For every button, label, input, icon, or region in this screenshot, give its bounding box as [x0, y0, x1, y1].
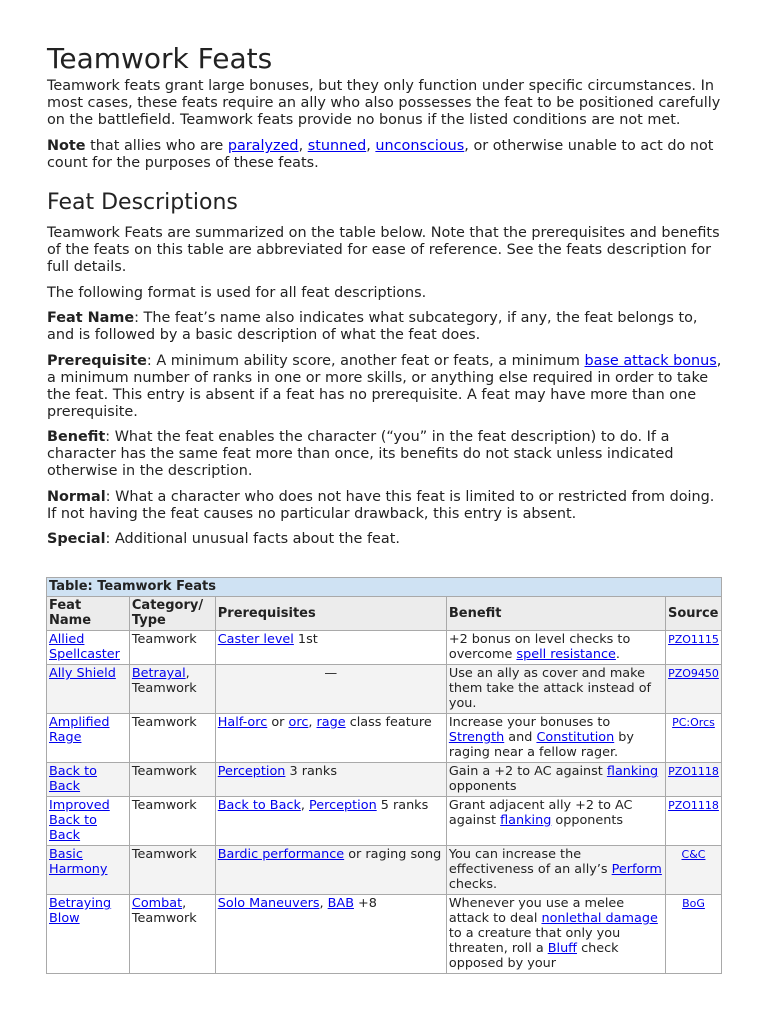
category-text: , Teamwork [131, 666, 197, 696]
base-attack-bonus-link[interactable]: base attack bonus [584, 352, 717, 369]
table-row [47, 631, 722, 665]
benefit-text: check opposed by your [448, 941, 619, 971]
benefit-cell [446, 763, 665, 797]
special-paragraph [47, 531, 723, 548]
note-text: , or otherwise unable to act do not count for the purposes of these feats. [47, 138, 714, 171]
prerequisite-link[interactable]: orc [288, 715, 309, 730]
benefit-link[interactable]: flanking [606, 764, 659, 779]
benefit-text: Increase your bonuses to [448, 715, 611, 730]
special-text: : Additional unusual facts about the feat. [105, 531, 400, 547]
benefit-text: Gain a +2 to AC against [448, 764, 607, 779]
source-cell [665, 631, 721, 665]
paralyzed-link[interactable]: paralyzed [227, 138, 299, 154]
prerequisite-link[interactable]: BAB [327, 896, 354, 911]
table-row [47, 714, 722, 763]
section-title: Feat Descriptions [47, 190, 238, 215]
benefit-link[interactable]: flanking [500, 813, 552, 828]
prerequisite-link[interactable]: Perception [217, 764, 286, 779]
benefit-link[interactable]: Perform [611, 862, 662, 877]
benefit-text: by raging near a fellow rager. [448, 730, 634, 760]
intro-paragraph: Teamwork feats grant large bonuses, but they only function under specific circumstances. In most cases, these feats require an ally who also possesses the feat to be positioned carefully on the battlefield. Teamwork feats provide no bonus if the listed conditions are not met. [47, 78, 721, 128]
benefit-text: opponents [551, 813, 624, 828]
special-label: Special [47, 531, 106, 547]
feat-name-paragraph [47, 310, 723, 344]
source-cell [665, 665, 721, 714]
teamwork-feats-table [46, 577, 722, 974]
source-link[interactable]: PZO1118 [668, 765, 719, 778]
normal-paragraph [47, 489, 723, 523]
prerequisite-link[interactable]: Bardic performance [217, 847, 345, 862]
source-cell [665, 895, 721, 974]
article [47, 40, 723, 557]
source-link[interactable]: PZO1115 [668, 633, 719, 646]
source-link[interactable]: PZO1118 [668, 799, 719, 812]
source-cell [665, 846, 721, 895]
feat-link[interactable]: Allied Spellcaster [49, 632, 120, 662]
category-cell: Teamwork [129, 846, 215, 895]
prerequisite-link[interactable]: Perception [309, 798, 377, 813]
category-cell: Teamwork [129, 714, 215, 763]
benefit-text: Grant adjacent ally +2 to AC against [448, 798, 633, 828]
category-text: , Teamwork [131, 896, 197, 926]
category-cell: Teamwork [129, 631, 215, 665]
prerequisite-link[interactable]: Solo Maneuvers [217, 896, 320, 911]
prerequisite-label: Prerequisite [47, 352, 147, 369]
prerequisite-text: , [308, 715, 317, 730]
feat-name-cell [47, 846, 130, 895]
category-cell [129, 895, 215, 974]
feat-link[interactable]: Ally Shield [49, 666, 116, 681]
column-header-prerequisites: Prerequisites [215, 597, 446, 631]
source-link[interactable]: PC:Orcs [672, 716, 715, 729]
prerequisites-cell [215, 846, 446, 895]
prerequisite-text: class feature [345, 715, 432, 730]
prerequisite-link[interactable]: rage [316, 715, 346, 730]
page-title: Teamwork Feats [47, 42, 273, 75]
feat-link[interactable]: Basic Harmony [49, 847, 108, 877]
benefit-text: checks. [448, 877, 498, 892]
prerequisite-text: 5 ranks [376, 798, 429, 813]
benefit-paragraph [47, 429, 723, 480]
prerequisites-cell [215, 797, 446, 846]
column-header-feat-name: Feat Name [47, 597, 130, 631]
benefit-cell [446, 631, 665, 665]
benefit-link[interactable]: spell resistance [516, 647, 616, 662]
source-cell [665, 763, 721, 797]
table-row [47, 846, 722, 895]
category-cell: Teamwork [129, 763, 215, 797]
note-label: Note [47, 138, 86, 154]
format-paragraph: The following format is used for all feat descriptions. [47, 284, 427, 301]
benefit-text: +2 bonus on level checks to overcome [448, 632, 631, 662]
benefit-link[interactable]: nonlethal damage [541, 911, 658, 926]
prerequisite-text: , [319, 896, 328, 911]
column-header-benefit: Benefit [446, 597, 665, 631]
prerequisites-cell [215, 714, 446, 763]
feat-name-cell [47, 763, 130, 797]
note-separator: , [298, 138, 308, 154]
feat-name-text: : The feat’s name also indicates what subcategory, if any, the feat belongs to, and is followed by a basic description of what the feat does. [47, 310, 698, 343]
column-header-source: Source [665, 597, 721, 631]
benefit-text: You can increase the effectiveness of an ally’s [448, 847, 612, 877]
prerequisite-text: : A minimum ability score, another feat or feats, a minimum [146, 352, 585, 369]
benefit-cell [446, 797, 665, 846]
prerequisite-link[interactable]: Back to Back [217, 798, 301, 813]
normal-text: : What a character who does not have this feat is limited to or restricted from doing. If not having the feat causes no particular drawback, this entry is absent. [47, 488, 715, 522]
prerequisite-link[interactable]: Half-orc [217, 715, 268, 730]
category-cell [129, 665, 215, 714]
prerequisites-cell [215, 895, 446, 974]
feat-name-label: Feat Name [47, 310, 135, 326]
prerequisites-cell [215, 631, 446, 665]
prerequisites-cell [215, 763, 446, 797]
note-paragraph [47, 138, 723, 172]
prerequisite-text: or [267, 715, 289, 730]
category-link[interactable]: Combat [131, 896, 183, 911]
prerequisite-text: or raging song [344, 847, 442, 862]
benefit-text: and [504, 730, 537, 745]
benefit-text: opponents [448, 779, 517, 794]
benefit-cell: Use an ally as cover and make them take the attack instead of you. [446, 665, 665, 714]
table-row [47, 797, 722, 846]
feat-link[interactable]: Improved Back to Back [49, 798, 110, 843]
benefit-text: to a creature that only you threaten, roll a [448, 926, 621, 956]
stunned-link[interactable]: stunned [307, 138, 367, 154]
benefit-text: Whenever you use a melee attack to deal [448, 896, 625, 926]
benefit-cell [446, 714, 665, 763]
source-cell [665, 797, 721, 846]
benefit-cell [446, 846, 665, 895]
note-separator: , [366, 138, 376, 154]
table-row [47, 763, 722, 797]
category-cell: Teamwork [129, 797, 215, 846]
feat-link[interactable]: Amplified Rage [49, 715, 110, 745]
source-cell [665, 714, 721, 763]
table-row [47, 665, 722, 714]
benefit-text: . [615, 647, 620, 662]
prerequisite-paragraph [47, 353, 723, 421]
benefit-label: Benefit [47, 429, 106, 445]
benefit-cell [446, 895, 665, 974]
column-header-category: Category/ Type [129, 597, 215, 631]
prerequisite-text: 3 ranks [285, 764, 337, 779]
feat-name-cell [47, 631, 130, 665]
normal-label: Normal [47, 488, 106, 505]
feat-link[interactable]: Betraying Blow [49, 896, 112, 926]
feat-link[interactable]: Back to Back [49, 764, 97, 794]
note-text: that allies who are [85, 138, 228, 154]
prerequisites-cell: — [215, 665, 446, 714]
source-link[interactable]: C&C [681, 848, 706, 861]
benefit-link[interactable]: Strength [448, 730, 505, 745]
description-paragraph: Teamwork Feats are summarized on the table below. Note that the prerequisites and benefits of the feats on this table are abbreviated for ease of reference. See the feats description for full details. [47, 225, 720, 275]
prerequisite-link[interactable]: Caster level [217, 632, 294, 647]
category-link[interactable]: Betrayal [131, 666, 186, 681]
table-caption: Table: Teamwork Feats [47, 578, 722, 597]
benefit-text: : What the feat enables the character (“you” in the feat description) to do. If a character has the same feat more than once, its benefits do not stack unless indicated otherwise in the description. [47, 429, 674, 479]
prerequisite-text: , a minimum number of ranks in one or more skills, or anything else required in order to take the feat. This entry is absent if a feat has no prerequisite. A feat may have more than one prerequisite. [47, 352, 722, 420]
prerequisite-text: 1st [293, 632, 318, 647]
benefit-link[interactable]: Bluff [547, 941, 577, 956]
benefit-link[interactable]: Constitution [536, 730, 615, 745]
feat-name-cell [47, 797, 130, 846]
table-header-row [47, 597, 722, 631]
prerequisite-text: , [300, 798, 310, 813]
feat-name-cell [47, 895, 130, 974]
feat-name-cell [47, 714, 130, 763]
source-link[interactable]: BoG [682, 897, 705, 910]
source-link[interactable]: PZO9450 [668, 667, 719, 680]
prerequisite-text: +8 [353, 896, 377, 911]
feat-name-cell [47, 665, 130, 714]
unconscious-link[interactable]: unconscious [375, 138, 465, 154]
table-row [47, 895, 722, 974]
